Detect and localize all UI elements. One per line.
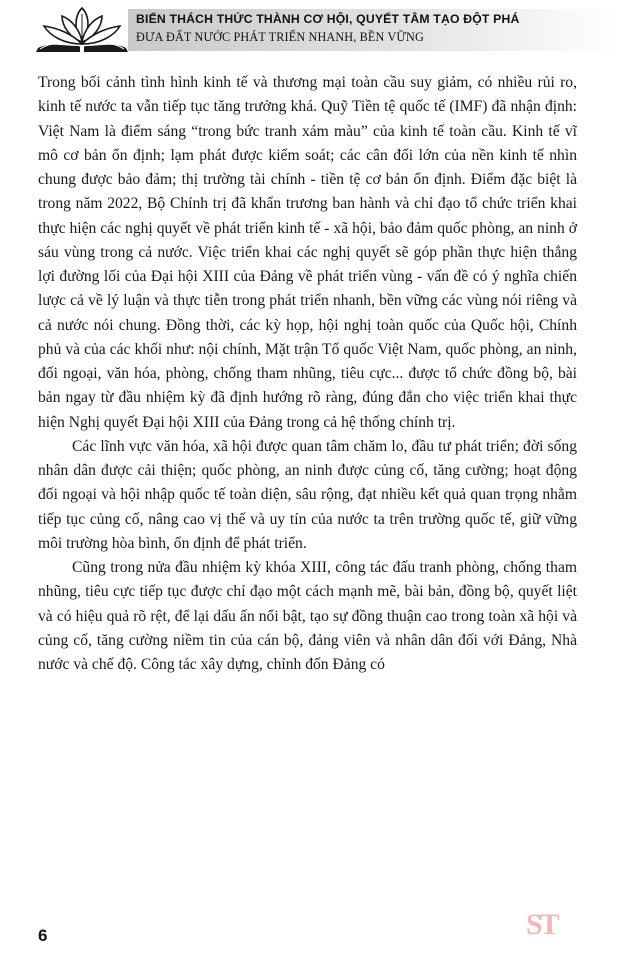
running-header xyxy=(0,0,617,60)
lotus-book-icon xyxy=(34,2,130,56)
header-subtitle: ĐƯA ĐẤT NƯỚC PHÁT TRIỂN NHANH, BỀN VỮNG xyxy=(136,30,424,44)
paragraph: Trong bối cảnh tình hình kinh tế và thương mại toàn cầu suy giảm, có nhiều rủi ro, kinh tế nước ta vẫn tiếp tục tăng trưởng khá. Quỹ Tiền tệ quốc tế (IMF) đã nhận định: Việt Nam là điểm sáng “trong bức tranh xám màu” của kinh tế toàn cầu. Kinh tế vĩ mô cơ bản ổn định; lạm phát được kiểm soát; các cân đối lớn của nền kinh tế nhìn chung được bảo đảm; thị trường tài chính - tiền tệ cơ bản ổn định. Điểm đặc biệt là trong năm 2022, Bộ Chính trị đã khẩn trương ban hành và chỉ đạo tổ chức triển khai thực hiện các nghị quyết về phát triển kinh tế - xã hội, bảo đảm quốc phòng, an ninh ở sáu vùng trong cả nước. Việc triển khai các nghị quyết sẽ góp phần thực hiện thắng lợi đường lối của Đại hội XIII của Đảng về phát triển vùng - vấn đề có ý nghĩa chiến lược cả về lý luận và thực tiễn trong phát triển nhanh, bền vững các vùng nói riêng và cả nước nói chung. Đồng thời, các kỳ họp, hội nghị toàn quốc của Quốc hội, Chính phủ và của các khối như: nội chính, Mặt trận Tổ quốc Việt Nam, quốc phòng, an ninh, đối ngoại, văn hóa, phòng, chống tham nhũng, tiêu cực... được tổ chức đồng bộ, bài bản ngay từ đầu nhiệm kỳ đã định hướng rõ ràng, đúng đắn cho việc triển khai thực hiện Nghị quyết Đại hội XIII của Đảng trong cả hệ thống chính trị. xyxy=(38,74,577,431)
publisher-mark: ST xyxy=(526,908,557,941)
paragraph: Cũng trong nửa đầu nhiệm kỳ khóa XIII, công tác đấu tranh phòng, chống tham nhũng, tiêu cực tiếp tục được chỉ đạo một cách mạnh mẽ, bài bản, đồng bộ, quyết liệt và có hiệu quả rõ rệt, để lại dấu ấn nổi bật, tạo sự đồng thuận cao trong toàn xã hội và củng cố, tăng cường niềm tin của cán bộ, đảng viên và nhân dân đối với Đảng, Nhà nước và chế độ. Công tác xây dựng, chỉnh đốn Đảng có xyxy=(38,559,577,673)
header-title: BIẾN THÁCH THỨC THÀNH CƠ HỘI, QUYẾT TÂM TẠO ĐỘT PHÁ xyxy=(136,12,520,26)
paragraph: Các lĩnh vực văn hóa, xã hội được quan tâm chăm lo, đầu tư phát triển; đời sống nhân dân được cải thiện; quốc phòng, an ninh được củng cố, tăng cường; hoạt động đối ngoại và hội nhập quốc tế toàn diện, sâu rộng, đạt nhiều kết quả quan trọng nhằm tiếp tục củng cố, nâng cao vị thế và uy tín của nước ta trên trường quốc tế, giữ vững môi trường hòa bình, ổn định để phát triển. xyxy=(38,437,577,552)
page-number: 6 xyxy=(38,926,48,945)
body-text xyxy=(38,71,577,677)
